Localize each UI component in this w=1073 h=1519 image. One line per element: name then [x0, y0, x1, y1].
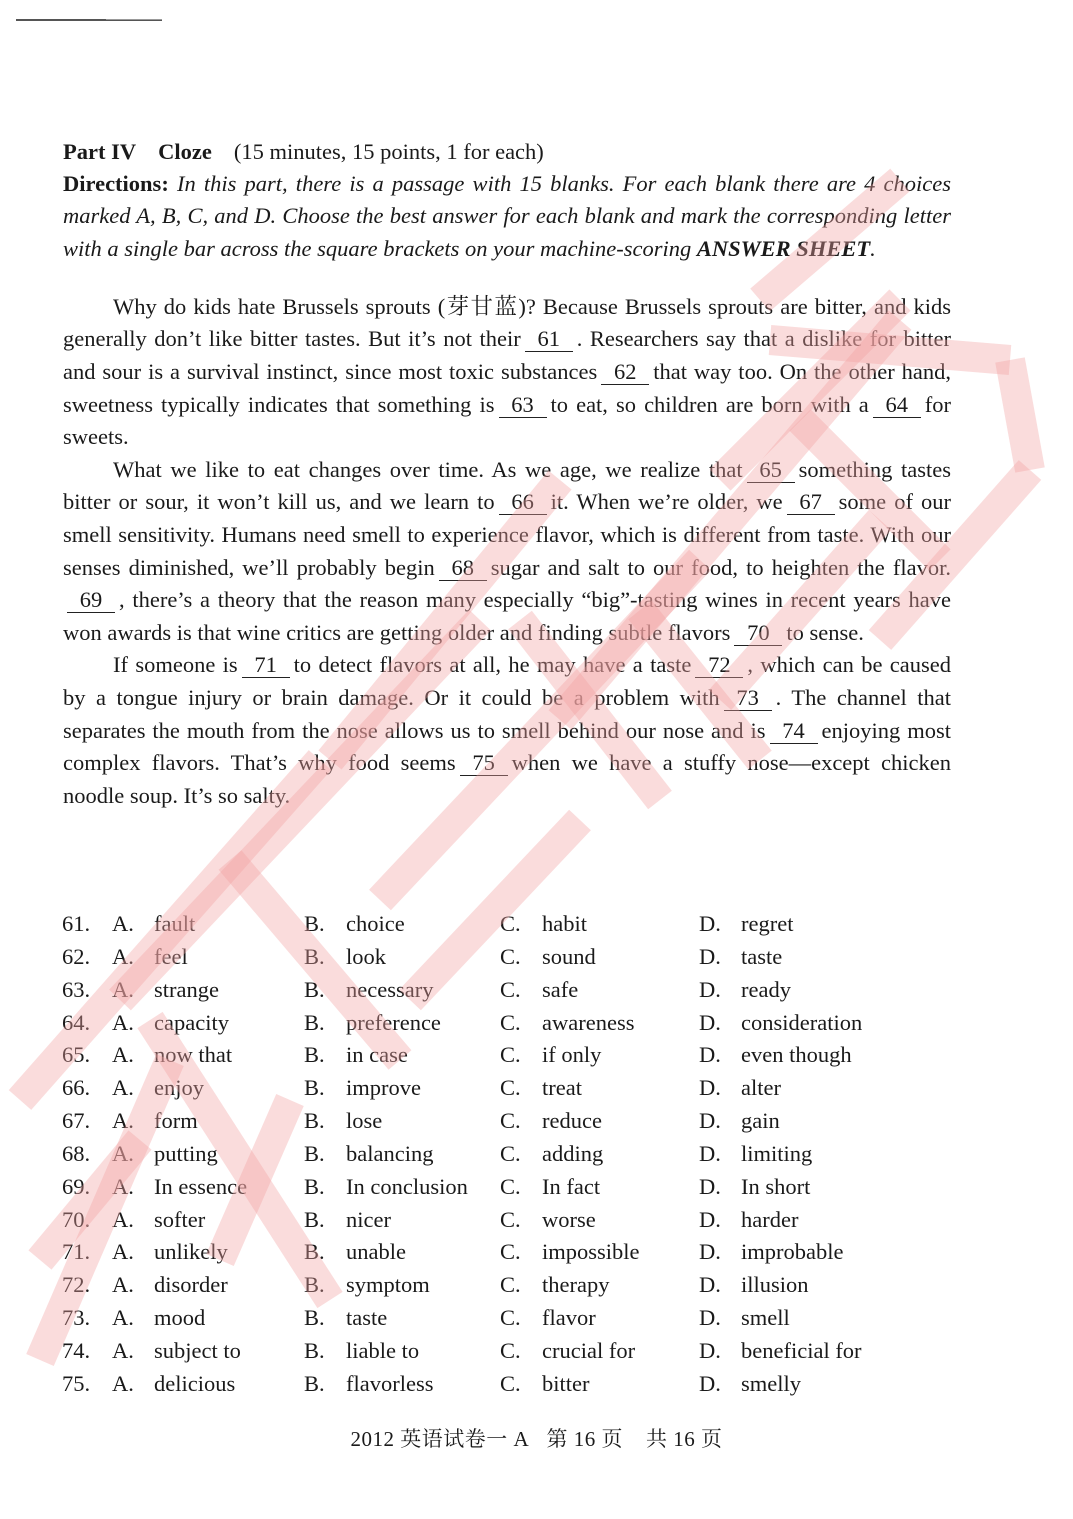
footer-page: 第 16 页 — [546, 1427, 623, 1451]
option-text: flavorless — [346, 1370, 434, 1396]
option-d — [699, 974, 899, 1007]
option-text: impossible — [542, 1239, 640, 1265]
question-row — [62, 1072, 922, 1105]
option-letter: C. — [500, 1108, 521, 1134]
option-letter: D. — [699, 1305, 721, 1331]
option-letter: D. — [699, 1140, 721, 1166]
option-letter: C. — [500, 1272, 521, 1298]
question-row — [62, 1007, 922, 1040]
option-text: In short — [741, 1173, 811, 1199]
option-d — [699, 1039, 899, 1072]
option-c — [500, 1335, 699, 1368]
directions-label: Directions — [63, 171, 162, 196]
option-d — [699, 1171, 899, 1204]
question-number: 66. — [62, 1075, 91, 1101]
question-row — [62, 941, 922, 974]
option-letter: A. — [112, 1370, 134, 1396]
blank-73: 73 — [724, 686, 772, 711]
section-title: Cloze — [158, 139, 212, 164]
option-letter: D. — [699, 1272, 721, 1298]
option-letter: A. — [112, 1239, 134, 1265]
option-text: adding — [542, 1140, 604, 1166]
option-letter: D. — [699, 976, 721, 1002]
option-text: now that — [154, 1042, 233, 1068]
option-letter: D. — [699, 1337, 721, 1363]
option-letter: B. — [304, 1305, 325, 1331]
question-row — [62, 1302, 922, 1335]
option-text: illusion — [741, 1272, 809, 1298]
page-content — [63, 136, 951, 812]
option-text: improbable — [741, 1239, 844, 1265]
blank-66: 66 — [499, 490, 547, 515]
option-letter: D. — [699, 1370, 721, 1396]
option-a — [112, 1138, 304, 1171]
option-text: disorder — [154, 1272, 228, 1298]
option-text: capacity — [154, 1009, 229, 1035]
option-text: limiting — [741, 1140, 813, 1166]
option-text: choice — [346, 911, 405, 936]
option-b — [304, 941, 500, 974]
option-c — [500, 941, 699, 974]
blank-71: 71 — [242, 653, 290, 678]
option-d — [699, 941, 899, 974]
option-a — [112, 908, 304, 941]
blank-72: 72 — [695, 653, 743, 678]
option-d — [699, 1138, 899, 1171]
question-row — [62, 1236, 922, 1269]
option-text: subject to — [154, 1337, 241, 1363]
option-a — [112, 1171, 304, 1204]
question-number: 72. — [62, 1272, 91, 1298]
option-text: safe — [542, 976, 579, 1002]
option-text: liable to — [346, 1337, 420, 1363]
answer-options — [62, 908, 922, 1401]
question-row — [62, 974, 922, 1007]
passage — [63, 291, 951, 813]
option-letter: A. — [112, 1075, 134, 1101]
option-a — [112, 974, 304, 1007]
option-text: putting — [154, 1140, 218, 1166]
option-text: form — [154, 1108, 198, 1134]
option-b — [304, 1204, 500, 1237]
option-letter: C. — [500, 976, 521, 1002]
option-text: awareness — [542, 1009, 635, 1035]
option-d — [699, 1204, 899, 1237]
option-letter: D. — [699, 911, 721, 936]
option-letter: A. — [112, 1108, 134, 1134]
option-letter: C. — [500, 911, 521, 936]
option-a — [112, 1236, 304, 1269]
directions: Directions: In this part, there is a passage with 15 blanks. For each blank there are 4 choices marked A, B, C, and D. Choose the best answer for each blank and mark the corresponding letter with a single bar across the square brackets on your machine-scoring ANSWER SHEET. — [63, 171, 951, 261]
option-letter: A. — [112, 1206, 134, 1232]
page-footer — [0, 1423, 1073, 1453]
option-b — [304, 1368, 500, 1401]
question-number: 64. — [62, 1009, 91, 1035]
question-row — [62, 1105, 922, 1138]
option-letter: C. — [500, 1206, 521, 1232]
option-a — [112, 1269, 304, 1302]
option-c — [500, 1269, 699, 1302]
option-letter: B. — [304, 1173, 325, 1199]
option-letter: C. — [500, 943, 521, 969]
option-text: therapy — [542, 1272, 610, 1298]
option-letter: B. — [304, 1272, 325, 1298]
option-text: preference — [346, 1009, 441, 1035]
option-a — [112, 1039, 304, 1072]
option-c — [500, 1138, 699, 1171]
option-letter: B. — [304, 943, 325, 969]
option-b — [304, 974, 500, 1007]
option-d — [699, 1269, 899, 1302]
question-number: 63. — [62, 976, 91, 1002]
option-a — [112, 941, 304, 974]
option-letter: A. — [112, 1042, 134, 1068]
option-text: consideration — [741, 1009, 863, 1035]
option-b — [304, 1171, 500, 1204]
option-letter: C. — [500, 1075, 521, 1101]
option-d — [699, 1007, 899, 1040]
option-letter: A. — [112, 911, 134, 936]
option-letter: C. — [500, 1140, 521, 1166]
option-letter: B. — [304, 1042, 325, 1068]
option-a — [112, 1335, 304, 1368]
option-d — [699, 1335, 899, 1368]
option-a — [112, 1204, 304, 1237]
blank-64: 64 — [873, 393, 921, 418]
option-text: improve — [346, 1075, 421, 1101]
option-letter: B. — [304, 911, 325, 936]
option-c — [500, 1072, 699, 1105]
option-letter: D. — [699, 1108, 721, 1134]
option-text: gain — [741, 1108, 780, 1134]
option-text: delicious — [154, 1370, 236, 1396]
blank-61: 61 — [525, 327, 573, 352]
question-number: 74. — [62, 1337, 91, 1363]
option-text: symptom — [346, 1272, 430, 1298]
watermark-stroke — [1010, 360, 1030, 470]
option-c — [500, 1105, 699, 1138]
option-letter: B. — [304, 1140, 325, 1166]
option-c — [500, 1368, 699, 1401]
option-letter: B. — [304, 1108, 325, 1134]
question-number: 71. — [62, 1239, 91, 1265]
blank-68: 68 — [439, 556, 487, 581]
option-text: regret — [741, 911, 794, 936]
question-number: 70. — [62, 1206, 91, 1232]
blank-70: 70 — [734, 621, 782, 646]
option-letter: D. — [699, 943, 721, 969]
blank-62: 62 — [601, 360, 649, 385]
option-text: strange — [154, 976, 219, 1002]
option-text: nicer — [346, 1206, 391, 1232]
section-heading — [63, 136, 951, 168]
blank-69: 69 — [67, 588, 115, 613]
footer-exam: 2012 英语试卷一 A — [350, 1427, 530, 1451]
option-letter: A. — [112, 976, 134, 1002]
question-row — [62, 1269, 922, 1302]
option-b — [304, 1302, 500, 1335]
option-letter: C. — [500, 1009, 521, 1035]
footer-total: 共 16 页 — [645, 1427, 723, 1451]
option-text: unable — [346, 1239, 406, 1265]
section-meta: (15 minutes, 15 points, 1 for each) — [233, 139, 544, 164]
blank-67: 67 — [787, 490, 835, 515]
option-letter: A. — [112, 943, 134, 969]
option-b — [304, 908, 500, 941]
option-text: sound — [542, 943, 596, 969]
blank-65: 65 — [747, 458, 795, 483]
option-letter: A. — [112, 1305, 134, 1331]
option-letter: D. — [699, 1009, 721, 1035]
option-letter: B. — [304, 1075, 325, 1101]
option-text: harder — [741, 1206, 799, 1232]
option-text: feel — [154, 943, 188, 969]
option-d — [699, 1302, 899, 1335]
option-text: taste — [741, 943, 783, 969]
option-letter: B. — [304, 1009, 325, 1035]
option-a — [112, 1072, 304, 1105]
option-letter: A. — [112, 1337, 134, 1363]
option-b — [304, 1105, 500, 1138]
option-text: in case — [346, 1042, 408, 1068]
option-c — [500, 1204, 699, 1237]
option-d — [699, 908, 899, 941]
option-letter: D. — [699, 1075, 721, 1101]
option-text: taste — [346, 1305, 388, 1331]
option-b — [304, 1269, 500, 1302]
option-a — [112, 1007, 304, 1040]
question-number: 62. — [62, 943, 91, 969]
option-letter: C. — [500, 1305, 521, 1331]
option-letter: D. — [699, 1173, 721, 1199]
option-text: treat — [542, 1075, 582, 1101]
blank-74: 74 — [770, 719, 818, 744]
option-text: even though — [741, 1042, 852, 1068]
passage-paragraph-3: If someone is 71 to detect flavors at all, he may have a taste 72 , which can be caused by a tongue injury or brain damage. Or it could be a problem with 73 . The channel that separates the mouth from the nose allows us to smell behind our nose and is 74 enjoying most complex flavors. That’s why food seems 75 when we have a stuffy nose—except chicken noodle soup. It’s so salty. — [63, 652, 952, 808]
option-d — [699, 1236, 899, 1269]
option-text: unlikely — [154, 1239, 228, 1265]
option-c — [500, 1007, 699, 1040]
option-text: bitter — [542, 1370, 590, 1396]
top-rule — [16, 19, 162, 21]
question-number: 68. — [62, 1140, 91, 1166]
option-letter: C. — [500, 1042, 521, 1068]
option-c — [500, 1039, 699, 1072]
option-letter: B. — [304, 1206, 325, 1232]
option-letter: C. — [500, 1239, 521, 1265]
question-row — [62, 1138, 922, 1171]
option-letter: C. — [500, 1173, 521, 1199]
option-letter: B. — [304, 1337, 325, 1363]
option-text: fault — [154, 911, 196, 936]
option-text: worse — [542, 1206, 596, 1232]
option-letter: D. — [699, 1042, 721, 1068]
option-c — [500, 1236, 699, 1269]
passage-paragraph-1: Why do kids hate Brussels sprouts (芽甘蓝)? Because Brussels sprouts are bitter, and kids generally don’t like bitter tastes. But it’s not their 61 . Researchers say that a dislike for bitter and sour is a survival instinct, since most toxic substances 62 that way too. On the other hand, sweetness typically indicates that something is 63 to eat, so children are born with a 64 for sweets. — [63, 293, 952, 450]
question-number: 61. — [62, 911, 91, 936]
question-row — [62, 1335, 922, 1368]
question-number: 69. — [62, 1173, 91, 1199]
option-b — [304, 1335, 500, 1368]
option-text: smell — [741, 1305, 790, 1331]
option-text: reduce — [542, 1108, 602, 1134]
option-c — [500, 974, 699, 1007]
question-row — [62, 1171, 922, 1204]
option-b — [304, 1138, 500, 1171]
option-text: balancing — [346, 1140, 434, 1166]
blank-63: 63 — [499, 393, 547, 418]
option-letter: D. — [699, 1206, 721, 1232]
question-number: 67. — [62, 1108, 91, 1134]
option-text: alter — [741, 1075, 781, 1101]
option-c — [500, 1302, 699, 1335]
option-a — [112, 1105, 304, 1138]
question-row — [62, 1368, 922, 1401]
question-row — [62, 1039, 922, 1072]
option-text: beneficial for — [741, 1337, 862, 1363]
option-text: softer — [154, 1206, 206, 1232]
option-text: habit — [542, 911, 587, 936]
option-a — [112, 1302, 304, 1335]
option-text: mood — [154, 1305, 206, 1331]
directions-text: In this part, there is a passage with 15 blanks. For each blank there are 4 choices marked A, B, C, and D. Choose the best answer for each blank and mark the corresponding letter with a single bar across the square brackets on your machine-scoring — [63, 171, 951, 261]
option-letter: A. — [112, 1173, 134, 1199]
option-letter: C. — [500, 1370, 521, 1396]
option-text: In conclusion — [346, 1173, 468, 1199]
option-text: lose — [346, 1108, 383, 1134]
option-b — [304, 1072, 500, 1105]
option-text: In essence — [154, 1173, 248, 1199]
option-b — [304, 1007, 500, 1040]
option-c — [500, 1171, 699, 1204]
option-letter: A. — [112, 1140, 134, 1166]
question-number: 65. — [62, 1042, 91, 1068]
option-letter: A. — [112, 1272, 134, 1298]
option-text: In fact — [542, 1173, 601, 1199]
option-b — [304, 1039, 500, 1072]
option-text: ready — [741, 976, 791, 1002]
option-text: if only — [542, 1042, 602, 1068]
option-letter: A. — [112, 1009, 134, 1035]
option-letter: B. — [304, 1239, 325, 1265]
option-letter: D. — [699, 1239, 721, 1265]
option-text: crucial for — [542, 1337, 636, 1363]
option-a — [112, 1368, 304, 1401]
option-d — [699, 1105, 899, 1138]
question-row — [62, 1204, 922, 1237]
part-label: Part IV — [63, 139, 137, 164]
blank-75: 75 — [460, 751, 508, 776]
option-letter: B. — [304, 1370, 325, 1396]
option-letter: B. — [304, 976, 325, 1002]
option-text: flavor — [542, 1305, 596, 1331]
option-text: smelly — [741, 1370, 801, 1396]
passage-paragraph-2: What we like to eat changes over time. As we age, we realize that 65 something tastes bitter or sour, it won’t kill us, and we learn to 66 it. When we’re older, we 67 some of our smell sensitivity. Humans need smell to experience flavor, which is different from taste. With our senses diminished, we’ll probably begin 68 sugar and salt to our food, to heighten the flavor.69 , there’s a theory that the reason many especially “big”-tasting wines in recent years have won awards is that wine critics are getting older and finding subtle flavors 70 to sense. — [63, 456, 952, 645]
question-number: 73. — [62, 1305, 91, 1331]
option-d — [699, 1072, 899, 1105]
option-b — [304, 1236, 500, 1269]
option-letter: C. — [500, 1337, 521, 1363]
option-d — [699, 1368, 899, 1401]
option-c — [500, 908, 699, 941]
answer-sheet-emphasis: ANSWER SHEET — [696, 235, 871, 261]
question-row — [62, 908, 922, 941]
option-text: enjoy — [154, 1075, 204, 1101]
question-number: 75. — [62, 1370, 91, 1396]
option-text: necessary — [346, 976, 434, 1002]
option-text: look — [346, 943, 387, 969]
